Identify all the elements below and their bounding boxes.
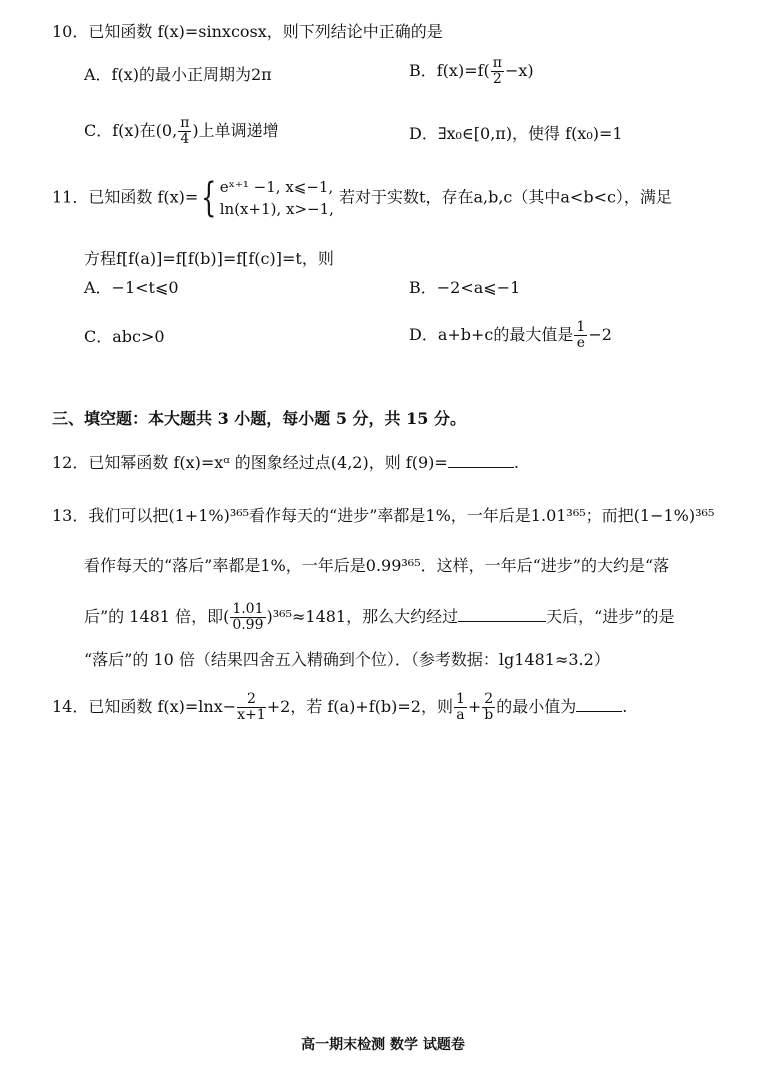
q12-text: 12．已知幂函数 f(x)=xᵅ 的图象经过点(4,2)，则 f(9)= xyxy=(52,453,448,472)
q10-stem: 10．已知函数 f(x)=sinxcosx，则下列结论中正确的是 xyxy=(52,22,443,41)
q11-stem-post: 若对于实数t，存在a,b,c（其中a<b<c），满足 xyxy=(339,187,672,207)
q13-line-4: “落后”的 10 倍（结果四舍五入精确到个位）．（参考数据：lg1481≈3.2） xyxy=(84,650,610,669)
q14-post: 的最小值为 xyxy=(496,697,577,716)
q13-line-3 xyxy=(84,602,675,633)
q11-option-b: B．−2<a⩽−1 xyxy=(409,278,521,297)
q11-option-a: A．−1<t⩽0 xyxy=(84,278,179,297)
q14-pre: 14．已知函数 f(x)=lnx− xyxy=(52,697,237,716)
q13-line-3-post: 天后，“进步”的是 xyxy=(546,607,675,626)
q14 xyxy=(52,692,627,723)
fraction-denominator: 4 xyxy=(180,131,190,147)
q13-answer-blank[interactable] xyxy=(458,607,546,622)
q13-line-2: 看作每天的“落后”率都是1%，一年后是0.99³⁶⁵．这样，一年后“进步”的大约是“落 xyxy=(84,556,670,575)
q13-line-1: 13．我们可以把(1+1%)³⁶⁵看作每天的“进步”率都是1%，一年后是1.01³⁶⁵；而把(1−1%)³⁶⁵ xyxy=(52,506,715,525)
q13-line-3-pre: 后”的 1481 倍，即( xyxy=(84,607,230,626)
q10-option-a: A．f(x)的最小正周期为2π xyxy=(84,65,272,84)
fraction-numerator: 1 xyxy=(455,691,465,707)
q13-fraction xyxy=(230,602,265,633)
page-footer: 高一期末检测 数学 试题卷 xyxy=(301,1037,465,1053)
fraction-denominator: 2 xyxy=(492,71,502,87)
fraction-numerator: π xyxy=(180,115,190,131)
fraction-denominator: 0.99 xyxy=(232,617,264,633)
q11-case-1: eˣ⁺¹ −1, x⩽−1, xyxy=(219,178,334,196)
q14-end: . xyxy=(622,697,628,716)
fraction-denominator: e xyxy=(576,335,585,351)
q12 xyxy=(52,453,519,473)
q11-option-d-post: −2 xyxy=(588,325,612,344)
q12-answer-blank[interactable] xyxy=(448,453,514,468)
q10-option-b-fraction xyxy=(491,56,504,87)
q14-fraction-2 xyxy=(454,692,467,723)
q11-stem-2: 方程f[f(a)]=f[f(b)]=f[f(c)]=t，则 xyxy=(84,249,334,268)
fraction-denominator: x+1 xyxy=(237,707,266,723)
q10-option-c-post: )上单调递增 xyxy=(192,121,279,140)
q10-option-c xyxy=(84,116,279,147)
fraction-numerator: π xyxy=(492,55,502,71)
section-3-heading: 三、填空题：本大题共 3 小题，每小题 5 分，共 15 分。 xyxy=(52,409,466,428)
q10-option-d: D．∃x₀∈[0,π)，使得 f(x₀)=1 xyxy=(409,124,623,143)
fraction-numerator: 2 xyxy=(237,692,266,708)
q10-option-c-pre: C．f(x)在(0, xyxy=(84,121,178,140)
q14-fraction-1 xyxy=(237,692,266,723)
q11-option-d-fraction xyxy=(574,320,587,351)
q11-case-2: ln(x+1), x>−1, xyxy=(219,200,334,218)
q11-stem xyxy=(52,176,672,220)
fraction-denominator: a xyxy=(456,707,465,723)
q14-mid: +2，若 f(a)+f(b)=2，则 xyxy=(266,697,453,716)
q14-fraction-3 xyxy=(482,692,495,723)
q10-option-c-fraction xyxy=(178,116,191,147)
q14-answer-blank[interactable] xyxy=(576,697,622,712)
q10-option-b-pre: B．f(x)=f( xyxy=(409,61,490,80)
q10-option-b-post: −x) xyxy=(504,61,534,80)
q12-end: . xyxy=(513,453,519,472)
fraction-denominator: b xyxy=(484,707,494,723)
q11-option-d xyxy=(409,320,612,351)
q11-piecewise xyxy=(220,176,334,220)
fraction-numerator: 2 xyxy=(484,691,494,707)
q14-plus: + xyxy=(467,697,482,716)
fraction-numerator: 1 xyxy=(576,319,586,335)
q13-line-3-mid: )³⁶⁵≈1481，那么大约经过 xyxy=(266,607,459,626)
q11-stem-pre: 11．已知函数 f(x)= xyxy=(52,187,199,207)
fraction-numerator: 1.01 xyxy=(232,601,264,617)
q11-option-d-pre: D．a+b+c的最大值是 xyxy=(409,325,574,344)
q11-brace: { xyxy=(201,175,217,221)
q10-option-b xyxy=(409,56,534,87)
q11-option-c: C．abc>0 xyxy=(84,327,165,346)
